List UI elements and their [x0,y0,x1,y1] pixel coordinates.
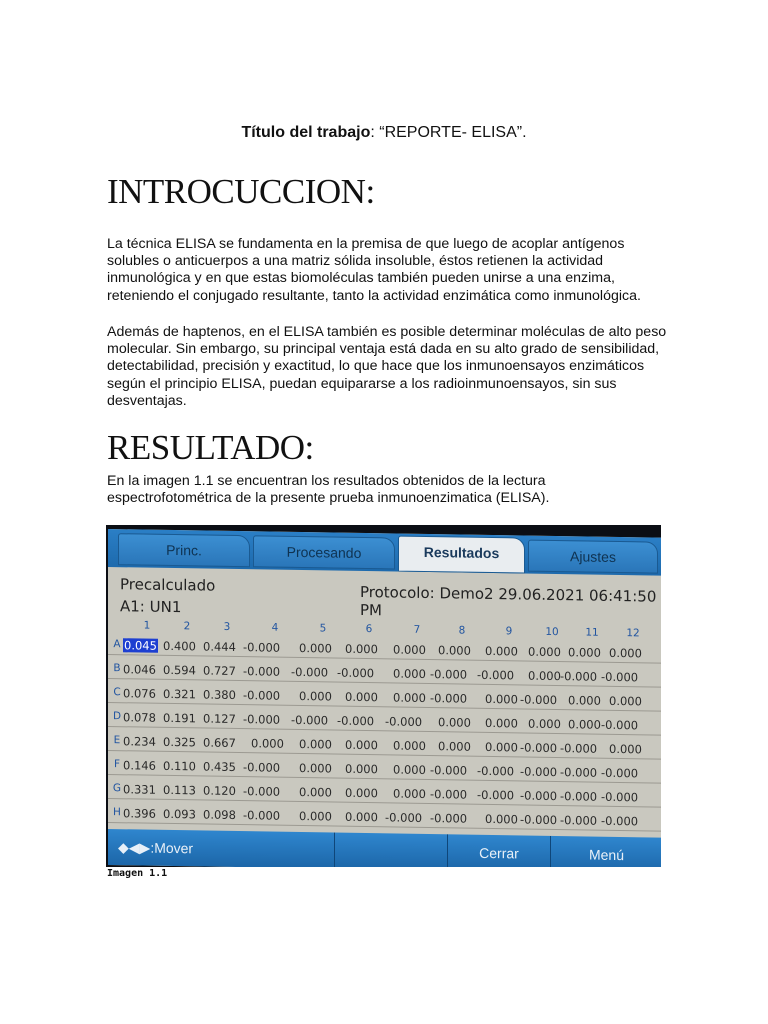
device-screen [108,529,661,867]
table-cell[interactable]: 0.000 [393,666,426,681]
table-cell[interactable]: 0.000 [609,645,642,661]
row-label: A [113,638,121,651]
table-cell[interactable]: 0.000 [299,761,332,776]
image-caption: Imagen 1.1 [107,868,168,879]
table-cell[interactable]: -0.000 [243,784,281,799]
table-cell[interactable]: 0.000 [609,741,642,757]
table-cell[interactable]: -0.000 [477,787,515,803]
row-label: F [113,758,121,771]
tab-procesando[interactable]: Procesando [253,535,395,569]
table-cell[interactable]: 0.000 [528,644,561,660]
table-cell[interactable]: -0.000 [520,740,558,756]
protocol-label: Protocolo: [360,582,435,603]
table-cell[interactable]: 0.380 [203,687,236,703]
move-arrows-icon: ◆◀▶ [118,839,151,856]
table-cell[interactable]: 0.000 [393,642,426,657]
table-cell[interactable]: -0.000 [291,712,329,728]
table-cell[interactable]: 0.127 [203,711,236,727]
row-label: H [113,806,121,819]
table-cell[interactable]: 0.000 [393,762,426,777]
table-cell[interactable]: -0.000 [385,810,423,825]
table-cell[interactable]: 0.000 [393,690,426,705]
device-bottombar [108,829,661,867]
tab-princ[interactable]: Princ. [118,533,250,567]
table-cell[interactable]: 0.000 [393,738,426,753]
results-heading: RESULTADO: [107,428,314,467]
column-label: 11 [585,626,599,639]
table-cell[interactable]: 0.000 [485,739,518,755]
table-cell[interactable]: 0.093 [163,806,196,822]
table-cell[interactable]: -0.000 [430,811,468,826]
table-cell[interactable]: 0.000 [528,716,561,732]
table-cell[interactable]: 0.000 [345,737,378,753]
intro-paragraph-2: Además de haptenos, en el ELISA también es posible determinar moléculas de alto peso molecular. Sin embargo, su principal ventaja está dada en su alto grado de sensibilidad, detectabilidad, precisión y exactitud, lo que hace que los inmunoensayos enzimáticos según el principio ELISA, puedan equipararse a los radioinmunoensayos, sin sus desventajas. [107,324,667,409]
column-label: 12 [626,627,640,640]
column-label: 6 [365,623,373,636]
table-cell[interactable]: 0.000 [299,737,332,752]
table-cell[interactable]: 0.000 [438,715,471,730]
table-cell[interactable]: 0.078 [123,710,156,725]
table-cell[interactable]: -0.000 [560,789,598,804]
table-cell[interactable]: -0.000 [601,789,639,805]
protocol-line [360,583,661,624]
table-cell[interactable]: 0.120 [203,783,236,799]
table-cell[interactable]: 0.000 [299,689,332,704]
table-cell[interactable]: -0.000 [430,763,468,778]
elisa-reader-photo [106,525,661,867]
table-cell[interactable]: -0.000 [560,741,598,756]
table-cell[interactable]: 0.000 [528,668,561,684]
table-cell[interactable]: 0.000 [485,811,518,827]
intro-heading: INTROCUCCION: [107,172,375,211]
row-label: B [113,662,121,675]
table-cell[interactable]: 0.321 [163,686,196,702]
table-cell[interactable]: 0.110 [163,758,196,774]
column-label: 1 [143,619,151,632]
table-cell[interactable]: 0.000 [251,736,284,751]
tab-resultados[interactable]: Resultados [398,536,525,574]
table-cell[interactable]: 0.000 [345,689,378,705]
empty-button[interactable] [334,833,447,867]
column-label: 5 [319,622,327,635]
table-cell[interactable]: -0.000 [243,808,281,823]
column-label: 3 [223,620,231,633]
title-label: Título del trabajo [241,124,371,141]
table-cell[interactable]: -0.000 [601,669,639,685]
row-label: C [113,686,121,699]
table-cell[interactable]: -0.000 [243,688,281,703]
table-cell[interactable]: -0.000 [243,664,281,679]
table-cell[interactable]: 0.435 [203,759,236,775]
table-cell[interactable]: -0.000 [601,765,639,781]
table-cell[interactable]: -0.000 [520,692,558,708]
table-cell[interactable]: -0.000 [477,667,515,683]
table-cell[interactable]: 0.396 [123,806,156,821]
column-label: 9 [505,625,513,638]
table-cell[interactable]: -0.000 [291,664,329,680]
table-cell[interactable]: 0.000 [299,809,332,824]
table-cell[interactable]: 0.000 [568,645,601,660]
table-cell[interactable]: 0.191 [163,710,196,726]
table-cell[interactable]: 0.113 [163,782,196,798]
table-cell[interactable]: 0.000 [345,785,378,801]
table-cell[interactable]: 0.000 [393,786,426,801]
results-paragraph: En la imagen 1.1 se encuentran los resultados obtenidos de la lectura espectrofotométrica de la presente prueba inmunoenzimatica (ELISA). [107,473,550,507]
table-cell[interactable]: -0.000 [243,640,281,655]
table-cell[interactable]: 0.000 [299,785,332,800]
table-cell[interactable]: 0.000 [345,761,378,777]
table-cell[interactable]: 0.098 [203,807,236,823]
table-cell[interactable]: 0.046 [123,662,156,677]
mode-label: Precalculado [120,575,216,595]
table-cell[interactable]: -0.000 [385,714,423,729]
table-cell[interactable]: -0.000 [477,763,515,779]
table-cell[interactable]: 0.594 [163,662,196,678]
table-cell[interactable]: -0.000 [560,669,598,684]
table-cell[interactable]: -0.000 [520,788,558,804]
row-label: E [113,734,121,747]
table-cell[interactable]: 0.667 [203,735,236,751]
table-cell[interactable]: -0.000 [243,712,281,727]
table-cell[interactable]: -0.000 [337,665,375,681]
menu-button[interactable]: Menú [550,836,661,867]
table-cell[interactable]: -0.000 [601,813,639,829]
move-button[interactable] [108,829,343,867]
table-cell[interactable]: -0.000 [560,765,598,780]
table-cell[interactable]: 0.045 [124,638,157,653]
table-cell[interactable]: 0.000 [568,717,601,732]
table-cell[interactable]: -0.000 [430,691,468,706]
move-label: :Mover [150,839,194,857]
device-tabbar [108,529,661,576]
table-cell[interactable]: 0.000 [299,641,332,656]
table-cell[interactable]: 0.234 [123,734,156,749]
row-label: D [112,710,122,723]
table-cell[interactable]: -0.000 [520,812,558,828]
table-row [108,803,661,832]
table-cell[interactable]: -0.000 [430,787,468,802]
table-cell[interactable]: 0.000 [345,809,378,825]
table-cell[interactable]: -0.000 [243,760,281,775]
column-label: 2 [183,620,191,633]
table-cell[interactable]: 0.000 [485,691,518,707]
table-cell[interactable]: 0.325 [163,734,196,750]
table-cell[interactable]: -0.000 [337,713,375,729]
table-cell[interactable]: 0.000 [345,641,378,657]
table-cell[interactable]: 0.076 [123,686,156,701]
table-cell[interactable]: 0.000 [485,643,518,659]
column-label: 4 [271,621,279,634]
row-label: G [112,782,122,795]
table-cell[interactable]: -0.000 [601,717,639,733]
column-label: 7 [413,623,421,636]
table-cell[interactable]: 0.400 [163,638,196,654]
column-label: 8 [458,624,466,637]
table-cell[interactable]: 0.727 [203,663,236,679]
title-value: : “REPORTE- ELISA”. [370,124,527,141]
table-cell[interactable]: -0.000 [560,813,598,828]
protocol-value: Demo2 29.06.2021 06:41:50 PM [360,584,657,620]
table-cell[interactable]: 0.146 [123,758,156,773]
document-title [0,124,768,142]
table-cell[interactable]: -0.000 [520,764,558,780]
table-cell[interactable]: 0.444 [203,639,236,655]
well-label: A1: UN1 [120,597,182,617]
table-cell[interactable]: 0.000 [438,643,471,658]
table-cell[interactable]: 0.000 [568,693,601,708]
table-cell[interactable]: 0.000 [609,693,642,709]
tab-ajustes[interactable]: Ajustes [528,540,658,574]
table-cell[interactable]: 0.331 [123,782,156,797]
table-cell[interactable]: 0.000 [438,739,471,754]
column-label: 10 [545,625,559,639]
close-button[interactable]: Cerrar [447,834,550,867]
table-cell[interactable]: 0.000 [485,715,518,731]
table-cell[interactable]: -0.000 [430,667,468,682]
intro-paragraph-1: La técnica ELISA se fundamenta en la premisa de que luego de acoplar antígenos solubles o anticuerpos a una matriz sólida insoluble, éstos retienen la actividad inmunológica y en que estas biomoléculas también pueden unirse a una enzima, reteniendo el conjugado resultante, tanto la actividad enzimática como inmunológica. [107,236,641,304]
